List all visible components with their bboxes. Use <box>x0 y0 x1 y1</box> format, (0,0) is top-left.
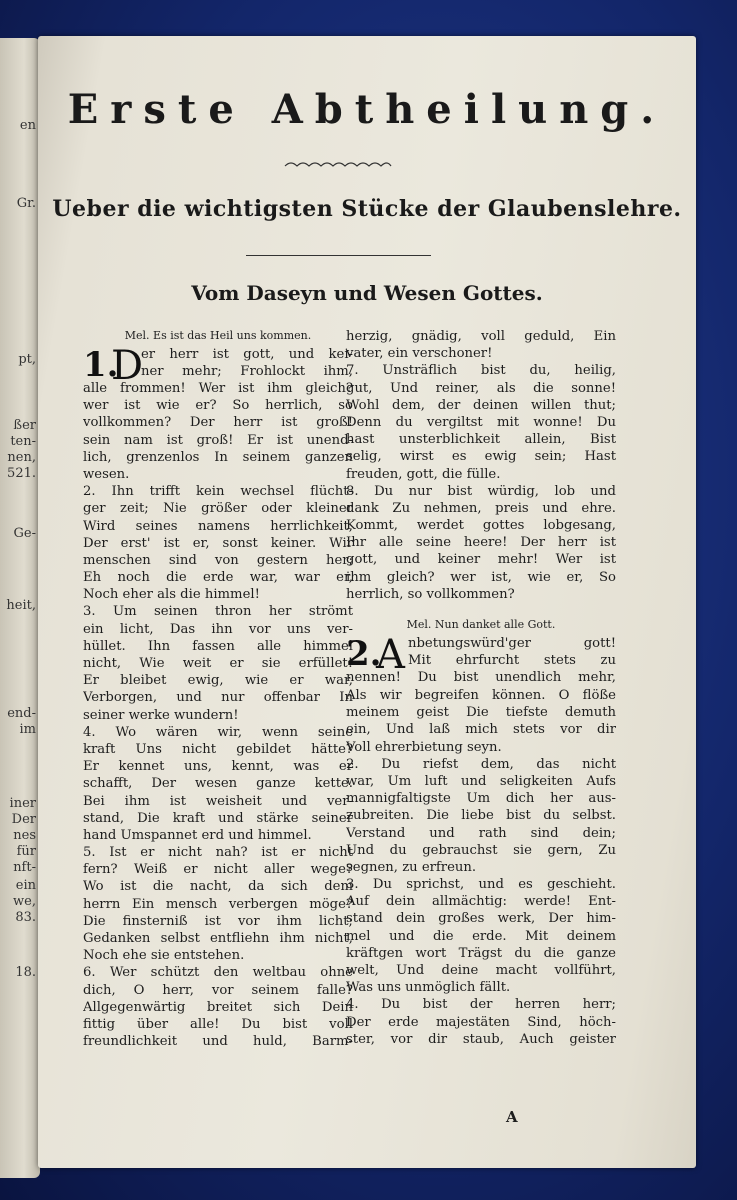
facing-page-fragment: ßer <box>13 418 36 433</box>
hymn1-first-line-2: ner mehr; Frohlockt ihm, <box>141 364 353 379</box>
text-line: dank Zu nehmen, preis und ehre. <box>346 500 616 516</box>
text-line: war, Um luft und seligkeiten Aufs <box>346 773 616 789</box>
facing-page-fragment: Gr. <box>16 196 36 211</box>
text-line: 5. Ist er nicht nah? ist er nicht <box>83 845 353 861</box>
facing-page-fragment: end- <box>7 706 36 721</box>
facing-page-fragment: 521. <box>7 466 36 481</box>
facing-page-fragment: nes <box>13 828 36 843</box>
text-line: selig, wirst es ewig sein; Hast <box>346 449 616 465</box>
text-line: lich, grenzenlos In seinem ganzen <box>83 449 353 465</box>
text-line: Denn du vergiltst mit wonne! Du <box>346 414 616 430</box>
text-line: Auf dein allmächtig: werde! Ent- <box>346 894 616 910</box>
text-line: meinem geist Die tiefste demuth <box>346 705 616 721</box>
text-line: stand dein großes werk, Der him- <box>346 911 616 927</box>
text-line: Wohl dem, der deinen willen thut; <box>346 397 616 413</box>
text-line: Allgegenwärtig breitet sich Dein <box>83 999 353 1015</box>
text-line: dich, O herr, vor seinem falle? <box>83 982 353 998</box>
text-line: wer ist wie er? So herrlich, so <box>83 398 353 414</box>
text-line: zubreiten. Die liebe bist du selbst. <box>346 808 616 824</box>
text-line: herrlich, so vollkommen? <box>346 586 515 602</box>
facing-page-fragment: Der <box>11 812 36 827</box>
facing-page-fragment: we, <box>13 894 36 909</box>
text-line: freuden, gott, die fülle. <box>346 466 501 482</box>
text-line: alle frommen! Wer ist ihm gleich? <box>83 381 353 396</box>
left-column <box>83 328 353 1050</box>
hymn1-melody: Mel. Es ist das Heil uns kommen. <box>124 329 312 342</box>
text-line: herzig, gnädig, voll geduld, Ein <box>346 329 616 344</box>
text-line: kräftgen wort Trägst du die ganze <box>346 945 616 961</box>
hymn2-opening <box>346 632 616 687</box>
facing-page-fragment: im <box>19 722 36 737</box>
text-line: Verborgen, und nur offenbar In <box>83 690 353 706</box>
hymn1-initial: D <box>111 343 144 389</box>
facing-page-fragment: nen, <box>7 450 36 465</box>
facing-page-fragment: nft- <box>13 860 36 875</box>
section-title: Erste Abtheilung. <box>67 86 667 133</box>
text-line: fittig über alle! Du bist voll <box>83 1016 353 1032</box>
text-line: 2. Ihn trifft kein wechsel flücht- <box>83 484 353 500</box>
text-line: seiner werke wundern! <box>83 707 239 723</box>
text-line: gut, Und reiner, als die sonne! <box>346 380 616 396</box>
text-line: Und du gebrauchst sie gern, Zu <box>346 842 616 858</box>
main-heading: Ueber die wichtigsten Stücke der Glaubenslehre. <box>52 196 682 222</box>
text-line: nicht, Wie weit er sie erfüllet! <box>83 656 353 671</box>
right-column <box>346 328 616 1048</box>
facing-page-edge <box>0 38 40 1178</box>
text-line: Verstand und rath sind dein; <box>346 825 616 841</box>
text-line: hand Umspannet erd und himmel. <box>83 827 312 843</box>
text-line: Bei ihm ist weisheit und ver- <box>83 793 353 809</box>
facing-page-fragment: iner <box>9 796 36 811</box>
text-line: 7. Unsträflich bist du, heilig, <box>346 363 616 379</box>
text-line: sein nam ist groß! Er ist unend- <box>83 432 353 448</box>
text-line: herrn Ein mensch verbergen möge? <box>83 896 353 912</box>
text-line: kraft Uns nicht gebildet hätte? <box>83 741 353 757</box>
hymn2-text <box>346 687 616 1048</box>
text-line: Was uns unmöglich fällt. <box>346 980 511 996</box>
text-line: 6. Wer schützt den weltbau ohne <box>83 965 353 981</box>
text-line: ger zeit; Nie größer oder kleiner <box>83 501 353 517</box>
text-line: gott, und keiner mehr! Wer ist <box>346 552 616 568</box>
text-line: ein, Und laß mich stets vor dir <box>346 722 616 738</box>
text-line: 3. Um seinen thron her strömt <box>83 604 353 620</box>
text-line: wesen. <box>83 466 130 482</box>
hymn2-initial: A <box>376 632 405 678</box>
hymn1-right-text <box>346 328 616 603</box>
facing-page-fragment: pt, <box>18 352 36 367</box>
hymn1-first-line-1: er herr ist gott, und kei- <box>141 347 353 362</box>
text-line: Voll ehrerbietung seyn. <box>346 739 502 755</box>
book-page <box>38 36 696 1168</box>
hymn2-first-line-2: Mit ehrfurcht stets zu <box>408 653 616 668</box>
text-line: Kommt, werdet gottes lobgesang, <box>346 518 616 534</box>
text-line: 4. Du bist der herren herr; <box>346 997 616 1013</box>
text-line: hast unsterblichkeit allein, Bist <box>346 432 616 448</box>
text-line: vollkommen? Der herr ist groß! <box>83 415 353 431</box>
text-line: ster, vor dir staub, Auch geister <box>346 1031 616 1047</box>
text-line: Als wir begreifen können. O flöße <box>346 688 616 703</box>
text-line: Eh noch die erde war, war er, <box>83 570 353 586</box>
heading-rule <box>246 255 431 256</box>
text-line: Er bleibet ewig, wie er war, <box>83 673 353 689</box>
text-line: Er kennet uns, kennt, was er <box>83 759 353 775</box>
text-line: mel und die erde. Mit deinem <box>346 928 616 944</box>
hymn1-left-text <box>83 380 353 1050</box>
text-line: mannigfaltigste Um dich her aus- <box>346 791 616 807</box>
text-line: schafft, Der wesen ganze kette. <box>83 776 353 792</box>
text-line: stand, Die kraft und stärke seiner <box>83 810 353 826</box>
text-line: ihm gleich? wer ist, wie er, So <box>346 569 616 585</box>
text-line: ein licht, Das ihn vor uns ver- <box>83 621 353 637</box>
text-line: Wird seines namens herrlichkeit, <box>83 518 353 534</box>
facing-page-fragment: heit, <box>6 598 36 613</box>
text-line: Noch ehe sie entstehen. <box>83 948 245 964</box>
text-line: Der erst' ist er, sonst keiner. Wir <box>83 535 353 551</box>
facing-page-fragment: en <box>19 118 36 133</box>
facing-page-fragment: ten- <box>10 434 36 449</box>
text-line: Wo ist die nacht, da sich dem <box>83 879 353 895</box>
text-line: freundlichkeit und huld, Barm- <box>83 1034 353 1050</box>
sub-heading: Vom Daseyn und Wesen Gottes. <box>191 281 543 305</box>
signature-mark: A <box>506 1108 518 1126</box>
text-line: 2. Du riefst dem, das nicht <box>346 756 616 772</box>
text-line: Die finsterniß ist vor ihm licht; <box>83 913 353 929</box>
text-line: Der erde majestäten Sind, höch- <box>346 1014 616 1030</box>
facing-page-fragment: Ge- <box>13 526 36 541</box>
text-line: welt, Und deine macht vollführt, <box>346 963 616 978</box>
text-line: Noch eher als die himmel! <box>83 587 260 603</box>
text-line: Ihr alle seine heere! Der herr ist <box>346 535 616 551</box>
facing-page-fragment: 18. <box>15 965 36 980</box>
hymn1-number: 1. <box>83 345 119 385</box>
hymn2-first-line-1: nbetungswürd'ger gott! <box>408 636 616 651</box>
ornament-divider <box>283 158 393 170</box>
text-line: 3. Du sprichst, und es geschieht. <box>346 877 616 893</box>
hymn2-number: 2. <box>346 634 382 674</box>
facing-page-fragment: ein <box>15 878 36 893</box>
hymn2-first-line-3: nennen! Du bist unendlich mehr, <box>346 670 616 685</box>
text-line: vater, ein verschoner! <box>346 346 493 362</box>
text-line: fern? Weiß er nicht aller wege? <box>83 862 353 878</box>
text-line: 4. Wo wären wir, wenn seine <box>83 724 353 740</box>
text-line: segnen, zu erfreun. <box>346 859 477 875</box>
text-line: 8. Du nur bist würdig, lob und <box>346 483 616 499</box>
text-line: menschen sind von gestern her; <box>83 552 353 568</box>
text-line: hüllet. Ihn fassen alle himmel <box>83 638 353 654</box>
hymn2-melody: Mel. Nun danket alle Gott. <box>406 618 556 631</box>
text-line: Gedanken selbst entfliehn ihm nicht, <box>83 931 353 946</box>
facing-page-fragment: 83. <box>15 910 36 925</box>
facing-page-fragment: für <box>16 844 36 859</box>
